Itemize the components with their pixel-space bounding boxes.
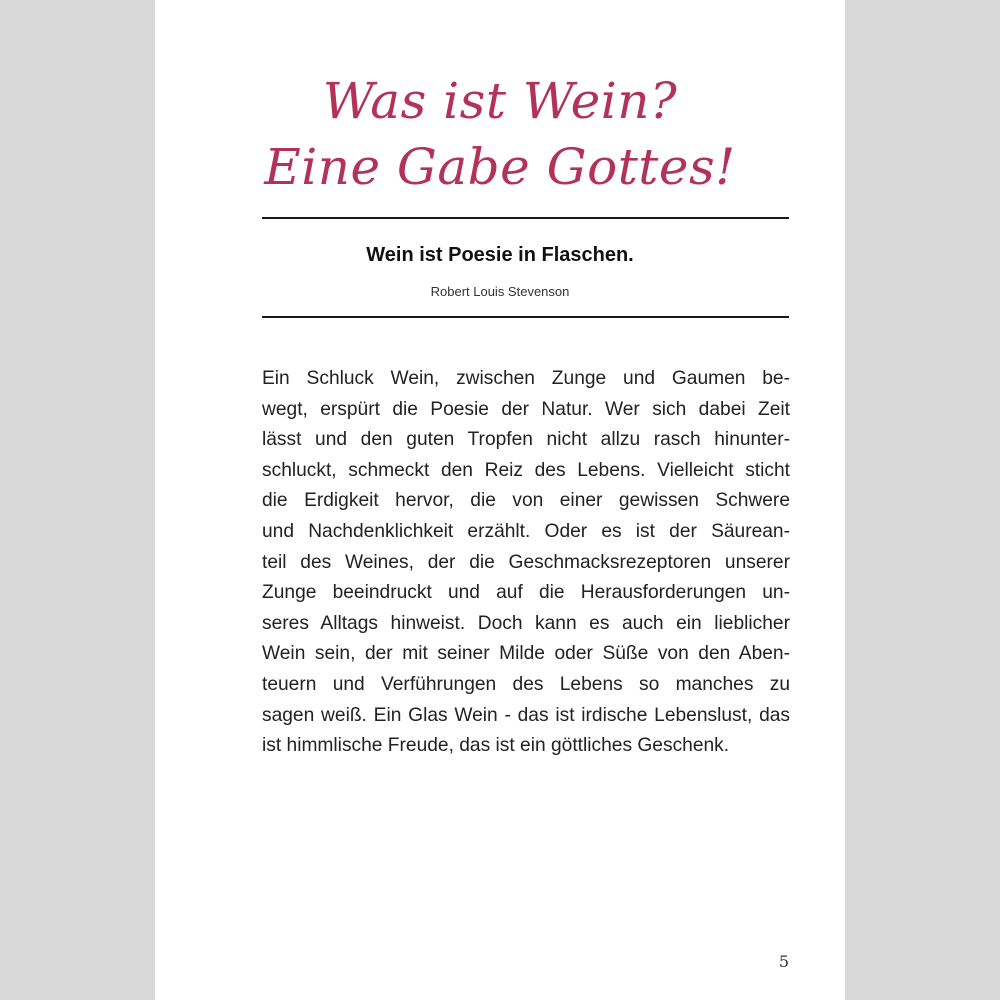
book-page xyxy=(155,0,845,1000)
body-line: Zunge beeindruckt und auf die Herausforderungen un- xyxy=(262,582,790,604)
body-line: teuern und Verführungen des Lebens so manches zu xyxy=(262,673,790,695)
quote-author: Robert Louis Stevenson xyxy=(430,284,570,299)
body-line: wegt, erspürt die Poesie der Natur. Wer sich dabei Zeit xyxy=(262,398,790,420)
bottom-divider xyxy=(262,316,789,318)
quote-text: Wein ist Poesie in Flaschen. xyxy=(366,244,634,266)
body-line: schluckt, schmeckt den Reiz des Lebens. Vielleicht sticht xyxy=(262,459,790,481)
body-line: lässt und den guten Tropfen nicht allzu rasch hinunter- xyxy=(262,429,790,451)
title-line-1: Was ist Wein? xyxy=(322,72,678,130)
body-line: teil des Weines, der die Geschmacksrezeptoren unserer xyxy=(262,551,790,573)
body-line: seres Alltags hinweist. Doch kann es auch ein lieblicher xyxy=(262,612,790,634)
body-paragraph xyxy=(262,364,790,762)
body-line: sagen weiß. Ein Glas Wein - das ist irdische Lebenslust, das xyxy=(262,704,790,726)
top-divider xyxy=(262,217,789,219)
body-line: Ein Schluck Wein, zwischen Zunge und Gaumen be- xyxy=(262,368,790,389)
body-line: ist himmlische Freude, das ist ein göttliches Geschenk. xyxy=(262,735,730,757)
body-line: Wein sein, der mit seiner Milde oder Süße von den Aben- xyxy=(262,643,790,665)
body-line: die Erdigkeit hervor, die von einer gewissen Schwere xyxy=(262,490,790,512)
page-number: 5 xyxy=(778,952,789,971)
title-line-2: Eine Gabe Gottes! xyxy=(264,138,736,196)
body-line: und Nachdenklichkeit erzählt. Oder es ist der Säurean- xyxy=(262,520,790,542)
page-title xyxy=(155,68,845,200)
